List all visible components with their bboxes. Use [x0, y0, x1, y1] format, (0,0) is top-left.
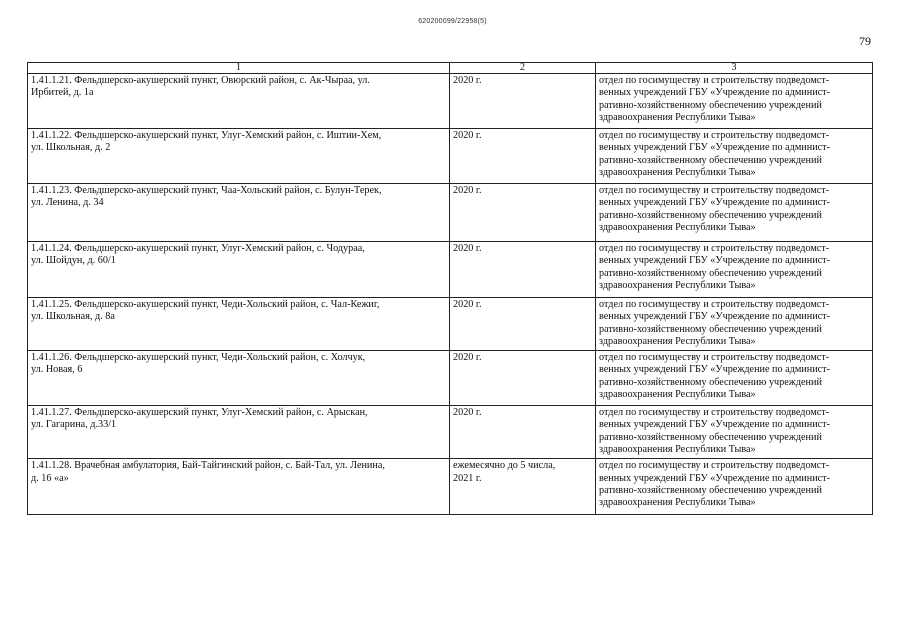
item-cell: 1.41.1.21. Фельдшерско-акушерский пункт, Овюрский район, с. Ак-Чыраа, ул. Ирбитей, д. 1а	[28, 74, 450, 129]
document-id: 620200099/22958(5)	[418, 18, 487, 25]
item-cell: 1.41.1.22. Фельдшерско-акушерский пункт, Улуг-Хемский район, с. Иштии-Хем, ул. Школьная, д. 2	[28, 129, 450, 184]
responsible-cell: отдел по госимуществу и строительству подведомст- венных учреждений ГБУ «Учреждение по админист- ративно-хозяйственному обеспечению учреждений здравоохранения Республики Тыва»	[596, 242, 873, 298]
responsible-cell: отдел по госимуществу и строительству подведомст- венных учреждений ГБУ «Учреждение по админист- ративно-хозяйственному обеспечению учреждений здравоохранения Республики Тыва»	[596, 298, 873, 351]
table-row	[28, 298, 873, 351]
deadline-cell: 2020 г.	[450, 74, 596, 129]
column-header-2: 2	[450, 63, 596, 74]
responsible-cell: отдел по госимуществу и строительству подведомст- венных учреждений ГБУ «Учреждение по админист- ративно-хозяйственному обеспечению учреждений здравоохранения Республики Тыва»	[596, 351, 873, 406]
table-row	[28, 351, 873, 406]
item-cell: 1.41.1.24. Фельдшерско-акушерский пункт, Улуг-Хемский район, с. Чодураа, ул. Шойдун, д. 60/1	[28, 242, 450, 298]
deadline-cell: 2020 г.	[450, 184, 596, 242]
item-cell: 1.41.1.23. Фельдшерско-акушерский пункт, Чаа-Хольский район, с. Булун-Терек, ул. Ленина, д. 34	[28, 184, 450, 242]
responsible-cell: отдел по госимуществу и строительству подведомст- венных учреждений ГБУ «Учреждение по админист- ративно-хозяйственному обеспечению учреждений здравоохранения Республики Тыва»	[596, 184, 873, 242]
responsible-cell: отдел по госимуществу и строительству подведомст- венных учреждений ГБУ «Учреждение по админист- ративно-хозяйственному обеспечению учреждений здравоохранения Республики Тыва»	[596, 74, 873, 129]
table-row	[28, 74, 873, 129]
deadline-cell: 2020 г.	[450, 351, 596, 406]
deadline-cell: ежемесячно до 5 числа, 2021 г.	[450, 459, 596, 515]
item-cell: 1.41.1.28. Врачебная амбулатория, Бай-Тайгинский район, с. Бай-Тал, ул. Ленина, д. 16 «а»	[28, 459, 450, 515]
deadline-cell: 2020 г.	[450, 129, 596, 184]
page-number: 79	[859, 34, 871, 48]
responsible-cell: отдел по госимуществу и строительству подведомст- венных учреждений ГБУ «Учреждение по админист- ративно-хозяйственному обеспечению учреждений здравоохранения Республики Тыва»	[596, 406, 873, 459]
deadline-cell: 2020 г.	[450, 298, 596, 351]
table-row	[28, 184, 873, 242]
deadline-cell: 2020 г.	[450, 242, 596, 298]
item-cell: 1.41.1.27. Фельдшерско-акушерский пункт, Улуг-Хемский район, с. Арыскан, ул. Гагарина, д.33/1	[28, 406, 450, 459]
item-cell: 1.41.1.26. Фельдшерско-акушерский пункт, Чеди-Хольский район, с. Холчук, ул. Новая, 6	[28, 351, 450, 406]
column-header-1: 1	[28, 63, 450, 74]
responsible-cell: отдел по госимуществу и строительству подведомст- венных учреждений ГБУ «Учреждение по админист- ративно-хозяйственному обеспечению учреждений здравоохранения Республики Тыва»	[596, 459, 873, 515]
table-row	[28, 129, 873, 184]
responsible-cell: отдел по госимуществу и строительству подведомст- венных учреждений ГБУ «Учреждение по админист- ративно-хозяйственному обеспечению учреждений здравоохранения Республики Тыва»	[596, 129, 873, 184]
table-row	[28, 459, 873, 515]
item-cell: 1.41.1.25. Фельдшерско-акушерский пункт, Чеди-Хольский район, с. Чал-Кежиг, ул. Школьная, д. 8а	[28, 298, 450, 351]
deadline-cell: 2020 г.	[450, 406, 596, 459]
plan-table	[27, 62, 873, 515]
table-row	[28, 406, 873, 459]
table-header-row	[28, 63, 873, 74]
table-row	[28, 242, 873, 298]
column-header-3: 3	[596, 63, 873, 74]
